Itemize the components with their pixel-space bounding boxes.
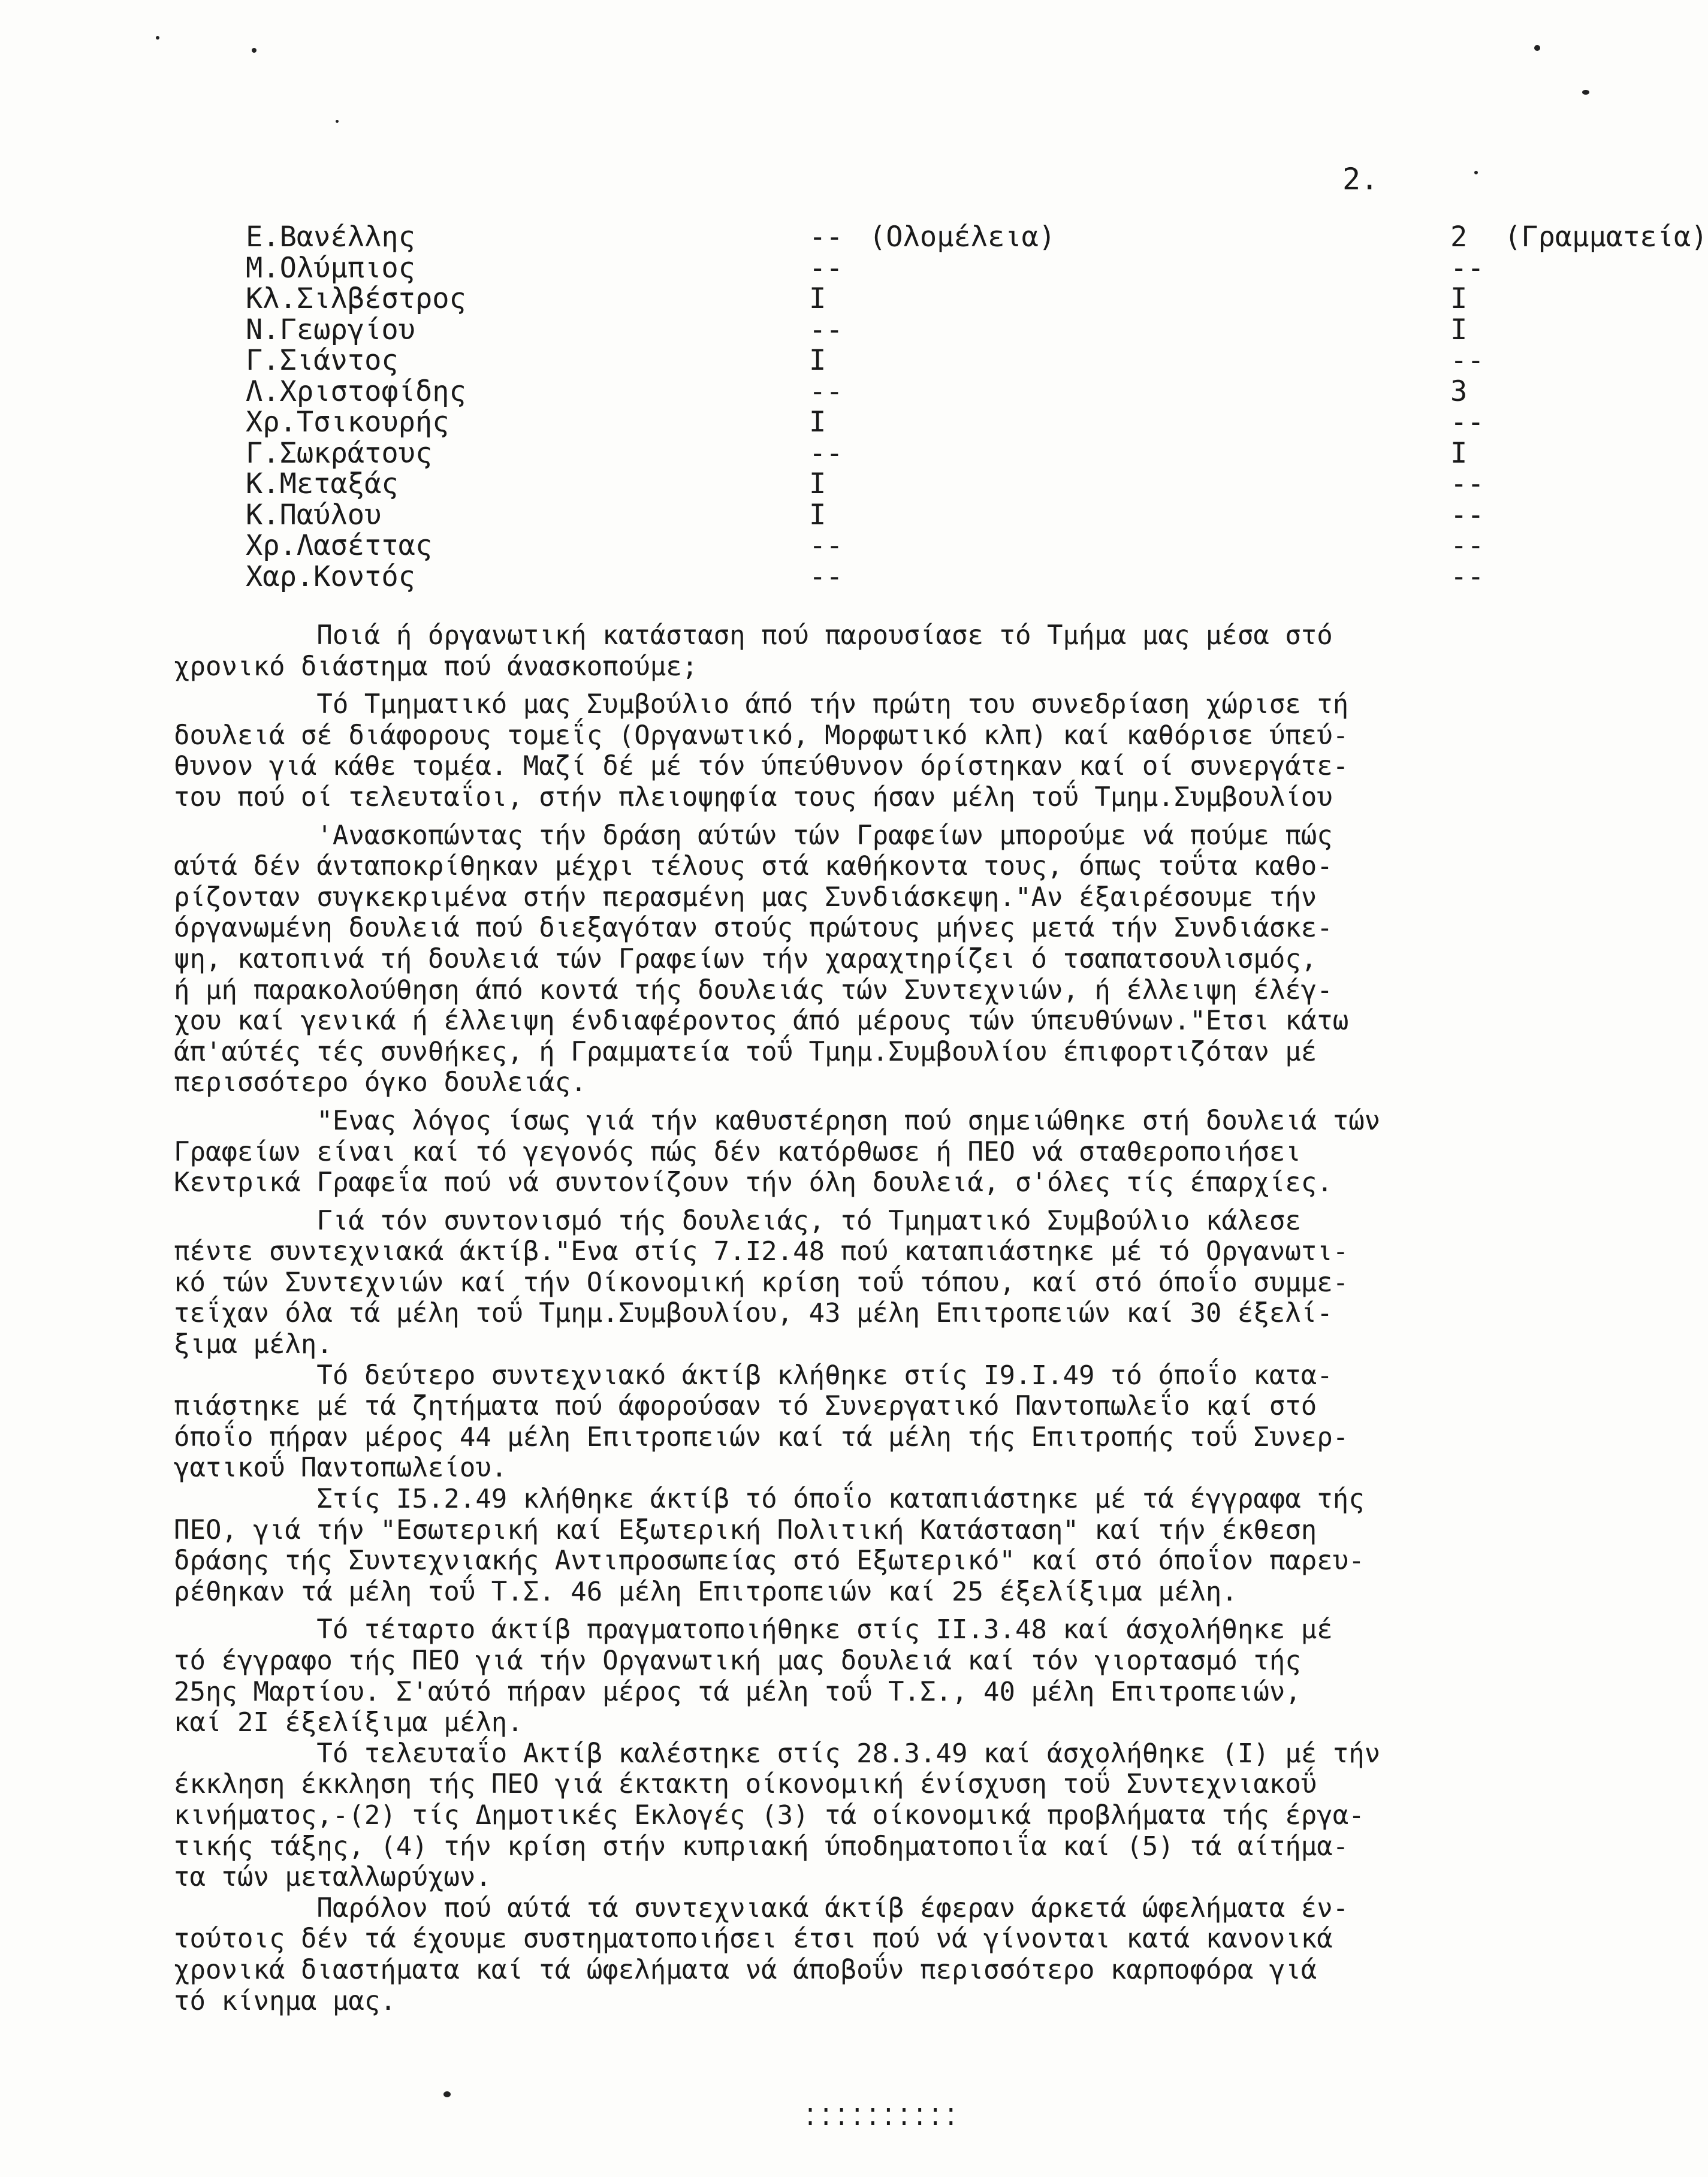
- member-name: Χρ.Τσικουρής: [246, 406, 449, 439]
- paragraph-council-sections: Τό Τμηματικό μας Συμβούλιο άπό τήν πρώτη του συνεδρίαση χώρισε τή δουλειά σέ διάφορους τομεΐς (Οργανωτικό, Μορφωτικό κλπ) καί καθόρισε ύπεύ- θυνον γιά κάθε τομέα. Μαζί δέ μέ τόν ύπεύθυνον όρίστηκαν καί οί συνεργάτε- του πού οί τελευταΐοι, στήν πλειοψηφία τους ήσαν μέλη τοΰ Τμημ.Συμβουλίου: [174, 689, 1349, 813]
- table-row: [246, 221, 1708, 253]
- plenary-count: --: [809, 560, 843, 593]
- plenary-count: --: [809, 313, 843, 346]
- attendance-table: [246, 221, 1708, 593]
- member-name: Ε.Βανέλλης: [246, 221, 415, 253]
- scan-speck: [1582, 90, 1589, 95]
- scan-speck: [443, 2091, 451, 2097]
- member-name: Χρ.Λασέττας: [246, 529, 433, 562]
- plenary-count: I: [809, 406, 826, 439]
- secretariat-count: --: [1450, 251, 1484, 285]
- scan-speck: [336, 120, 339, 123]
- secretariat-count: --: [1450, 560, 1484, 593]
- plenary-count: --: [809, 251, 843, 285]
- footer-marker: .......... ..........: [803, 2090, 959, 2131]
- member-name: Κ.Μεταξάς: [246, 467, 399, 500]
- paragraph-activ-meetings: Γιά τόν συντονισμό τής δουλειάς, τό Τμηματικό Συμβούλιο κάλεσε πέντε συντεχνιακά άκτίβ."Ενα στίς 7.I2.48 πού καταπιάστηκε μέ τό Οργανωτι- κό τών Συντεχνιών καί τήν Οίκονομική κρίση τοΰ τόπου, καί στό όποΐο συμμε- τεΐχαν όλα τά μέλη τοΰ Τμημ.Συμβουλίου, 43 μέλη Επιτροπειών καί 30 έξελί- ξιμα μέλη. Τό δεύτερο συντεχνιακό άκτίβ κλήθηκε στίς I9.I.49 τό όποΐο κατα- πιάστηκε μέ τά ζητήματα πού άφορούσαν τό Συνεργατικό Παντοπωλεΐο καί στό όποΐο πήραν μέρος 44 μέλη Επιτροπειών καί τά μέλη τής Επιτροπής τοΰ Συνερ- γατικοΰ Παντοπωλείου. Στίς I5.2.49 κλήθηκε άκτίβ τό όποΐο καταπιάστηκε μέ τά έγγραφα τής ΠΕΟ, γιά τήν "Εσωτερική καί Εξωτερική Πολιτική Κατάσταση" καί τήν έκθεση δράσης τής Συντεχνιακής Αντιπροσωπείας στό Εξωτερικό" καί στό όποΐον παρευ- ρέθηκαν τά μέλη τοΰ Τ.Σ. 46 μέλη Επιτροπειών καί 25 έξελίξιμα μέλη.: [174, 1205, 1365, 1607]
- scan-speck: [1534, 45, 1540, 51]
- member-name: Λ.Χριστοφίδης: [246, 375, 466, 408]
- member-name: Κ.Παύλου: [246, 498, 382, 532]
- scan-speck: [156, 36, 159, 40]
- plenary-count: --: [809, 436, 843, 470]
- member-name: Μ.Ολύμπιος: [246, 251, 415, 285]
- scan-speck: [1474, 171, 1478, 174]
- plenary-count: I: [809, 498, 826, 532]
- plenary-count: I: [809, 282, 826, 315]
- secretariat-count: 2: [1450, 221, 1468, 253]
- plenary-header: (Ολομέλεια): [869, 221, 1056, 253]
- secretariat-count: --: [1450, 467, 1484, 500]
- report-body: [174, 620, 1540, 2016]
- secretariat-count: --: [1450, 529, 1484, 562]
- scan-speck: [252, 48, 256, 53]
- paragraph-organisational-state: Ποιά ή όργανωτική κατάσταση πού παρουσίασε τό Τμήμα μας μέσα στό χρονικό διάστημα πού άνασκοπούμε;: [174, 620, 1333, 682]
- table-row: [246, 376, 1504, 407]
- member-name: Χαρ.Κοντός: [246, 560, 415, 593]
- paragraph-delay-reason: "Ενας λόγος ίσως γιά τήν καθυστέρηση πού σημειώθηκε στή δουλειά τών Γραφείων είναι καί τό γεγονός πώς δέν κατόρθωσε ή ΠΕΟ νά σταθεροποιήσει Κεντρικά Γραφεΐα πού νά συντονίζουν τήν όλη δουλειά, σ'όλες τίς έπαρχίες.: [174, 1105, 1381, 1198]
- plenary-count: --: [809, 375, 843, 408]
- table-row: [246, 253, 1504, 284]
- plenary-count: I: [809, 344, 826, 377]
- table-row: [246, 530, 1504, 561]
- secretariat-count: I: [1450, 282, 1468, 315]
- page-number: 2.: [1342, 162, 1379, 197]
- plenary-count: I: [809, 467, 826, 500]
- secretariat-count: --: [1450, 498, 1484, 532]
- secretariat-count: 3: [1450, 375, 1468, 408]
- table-row: [246, 407, 1504, 438]
- secretariat-count: --: [1450, 344, 1484, 377]
- member-name: Ν.Γεωργίου: [246, 313, 415, 346]
- plenary-count: --: [809, 221, 843, 253]
- secretariat-count: --: [1450, 406, 1484, 439]
- member-name: Γ.Σωκράτους: [246, 436, 433, 470]
- member-name: Κλ.Σιλβέστρος: [246, 282, 466, 315]
- paragraph-offices-review: 'Ανασκοπώντας τήν δράση αύτών τών Γραφείων μπορούμε νά πούμε πώς αύτά δέν άνταποκρίθηκαν μέχρι τέλους στά καθήκοντα τους, όπως τοΰτα καθο- ρίζονταν συγκεκριμένα στήν περασμένη μας Συνδιάσκεψη."Αν έξαιρέσουμε τήν όργανωμένη δουλειά πού διεξαγόταν στούς πρώτους μήνες μετά τήν Συνδιάσκε- ψη, κατοπινά τή δουλειά τών Γραφείων τήν χαραχτηρίζει ό τσαπατσουλισμός, ή μή παρακολούθηση άπό κοντά τής δουλειάς τών Συντεχνιών, ή έλλειψη έλέγ- χου καί γενικά ή έλλειψη ένδιαφέροντος άπό μέρους τών ύπευθύνων."Ετσι κάτω άπ'αύτές τές συνθήκες, ή Γραμματεία τοΰ Τμημ.Συμβουλίου έπιφορτιζόταν μέ περισσότερο όγκο δουλειάς.: [174, 820, 1349, 1098]
- plenary-count: --: [809, 529, 843, 562]
- table-row: [246, 469, 1504, 500]
- secretariat-count: I: [1450, 313, 1468, 346]
- member-name: Γ.Σιάντος: [246, 344, 399, 377]
- table-row: [246, 500, 1504, 531]
- paragraph-activ-meetings-continued: Τό τέταρτο άκτίβ πραγματοποιήθηκε στίς II.3.48 καί άσχολήθηκε μέ τό έγγραφο τής ΠΕΟ γιά τήν Οργανωτική μας δουλειά καί τόν γιορτασμό τής 25ης Μαρτίου. Σ'αύτό πήραν μέρος τά μέλη τοΰ Τ.Σ., 40 μέλη Επιτροπειών, καί 2I έξελίξιμα μέλη. Τό τελευταΐο Ακτίβ καλέστηκε στίς 28.3.49 καί άσχολήθηκε (I) μέ τήν έκκληση έκκληση τής ΠΕΟ γιά έκτακτη οίκονομική ένίσχυση τοΰ Συντεχνιακοΰ κινήματος,-(2) τίς Δημοτικές Εκλογές (3) τά οίκονομικά προβλήματα τής έργα- τικής τάξης, (4) τήν κρίση στήν κυπριακή ύποδηματοποιΐα καί (5) τά αίτήμα- τα τών μεταλλωρύχων. Παρόλον πού αύτά τά συντεχνιακά άκτίβ έφεραν άρκετά ώφελήματα έν- τούτοις δέν τά έχουμε συστηματοποιήσει έτσι πού νά γίνονται κατά κανονικά χρονικά διαστήματα καί τά ώφελήματα νά άποβοΰν περισσότερο καρποφόρα γιά τό κίνημα μας.: [174, 1614, 1381, 2016]
- table-row: [246, 283, 1504, 315]
- table-row: [246, 561, 1504, 593]
- secretariat-count: I: [1450, 436, 1468, 470]
- table-row: [246, 315, 1504, 346]
- table-row: [246, 438, 1504, 469]
- table-row: [246, 345, 1504, 376]
- secretariat-header: (Γραμματεία): [1504, 221, 1708, 253]
